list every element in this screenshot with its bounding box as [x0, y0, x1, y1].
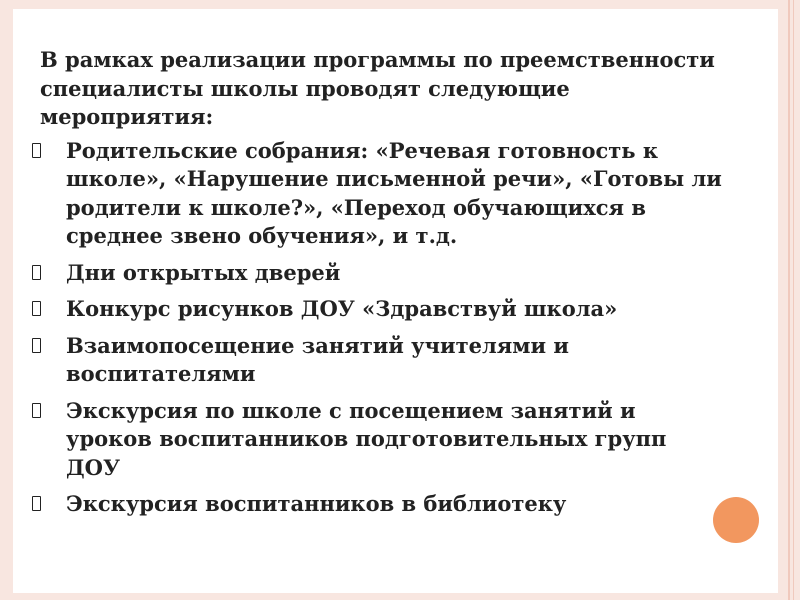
decorative-stripe [793, 0, 794, 600]
square-bullet-icon [32, 397, 66, 483]
list-item-text: Дни открытых дверей [66, 259, 341, 285]
list-item [32, 259, 722, 288]
list-item [32, 137, 722, 251]
intro-paragraph [32, 46, 722, 132]
list-item-text: Экскурсия воспитанников в библиотеку [66, 491, 567, 516]
list-item [32, 397, 722, 483]
list-item [32, 490, 722, 519]
square-bullet-icon [32, 259, 66, 288]
slide-content [32, 46, 722, 527]
list-item-text: Родительские собрания: «Речевая готовность к школе», «Нарушение письменной речи», «Готовы ли родители к школе?», «Переход обучающихся в среднее звено обучения», и т.д. [66, 137, 722, 248]
list-item [32, 295, 722, 324]
intro-text: В рамках реализации программы по преемственности специалисты школы проводят следующие мероприятия: [40, 47, 715, 129]
list-item-text: Экскурсия по школе с посещением занятий и уроков воспитанников подготовительных групп ДОУ [66, 397, 667, 480]
square-bullet-icon [32, 332, 66, 389]
list-item-text: Взаимопосещение занятий учителями и воспитателями [66, 332, 569, 386]
square-bullet-icon [32, 295, 66, 324]
bullet-list [32, 137, 722, 519]
square-bullet-icon [32, 490, 66, 519]
decorative-stripe [788, 0, 790, 600]
list-item [32, 332, 722, 389]
list-item-text: Конкурс рисунков ДОУ «Здравствуй школа» [66, 296, 618, 321]
square-bullet-icon [32, 137, 66, 251]
